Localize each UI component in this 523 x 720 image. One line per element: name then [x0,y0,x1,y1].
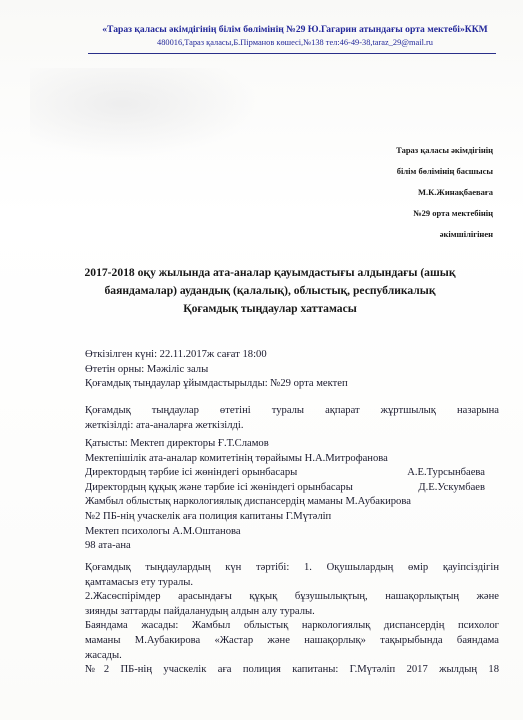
school-name: «Тараз қаласы әкімдігінің білім бөлімінің №29 Ю.Гагарин атындағы орта мектебі»ККМ [102,24,488,35]
participant-line [85,466,499,481]
title-line: 2017-2018 оқу жылында ата-аналар қауымдастығы алдындағы (ашық [84,266,456,279]
addressee-line: М.К.Жинақбаеваға [417,187,493,197]
agenda-block [85,561,499,678]
info-line: жеткізілді: ата-аналарға жеткізілді. [85,419,244,431]
participant-role: Директордың құқық және тәрбие ісі жөніндегі орынбасары [85,481,353,493]
agenda-line: қамтамасыз ету туралы. [85,576,194,588]
scan-smudge [30,68,260,158]
participant-line: Қатысты: Мектеп директоры Ғ.Т.Сламов [85,438,269,449]
addressee-line: білім бөлімінің басшысы [396,166,493,176]
participant-line [85,481,499,496]
agenda-line: 2.Жасөспірімдер арасындағы құқық бұзушылықтың, нашақорлықтың және [85,591,499,603]
info-block [85,404,499,433]
participant-name: А.Е.Турсынбаева [407,467,485,479]
meta-block [85,348,499,392]
agenda-line: №2 ПБ-нің учаскелік аға полиция капитаны: Г.Мүтәліп 2017 жылдың 18 [85,664,499,676]
meta-organizer: Қоғамдық тыңдаулар ұйымдастырылды: №29 орта мектеп [85,378,348,390]
agenda-line: жасады. [85,649,122,661]
meta-venue: Өтетін орны: Мәжіліс залы [85,363,209,375]
participant-name: Д.Е.Ускумбаев [418,481,485,493]
addressee-line: Тараз қаласы әкімдігінің [396,145,493,155]
participant-line: Жамбыл облыстық наркологиялық диспансердің маманы М.Аубакирова [85,496,411,508]
addressee-line: әкімшілігінен [439,229,493,239]
meta-date: Өткізілген күні: 22.11.2017ж сағат 18:00 [85,349,267,360]
school-address: 480016,Тараз қаласы,Б.Пірманов көшесі,№138 тел:46-49-38,taraz_29@mail.ru [157,38,433,47]
participant-line: 98 ата-ана [85,540,131,552]
agenda-line: Баяндама жасады: Жамбыл облыстық наркологиялық диспансердің психолог [85,620,499,632]
title-line: Қоғамдық тыңдаулар хаттамасы [183,302,357,315]
participant-role: Директордың тәрбие ісі жөніндегі орынбасары [85,467,298,479]
participant-line: Мектепішілік ата-аналар комитетінің төрайымы Н.А.Митрофанова [85,452,388,464]
addressee-block [273,144,493,249]
info-line: Қоғамдық тыңдаулар өтетіні туралы ақпарат жұртшылық назарына [85,405,499,416]
addressee-line: №29 орта мектебінің [413,208,493,218]
agenda-line: зиянды заттарды пайдаланудың алдын алу туралы. [85,605,315,617]
participant-line: №2 ПБ-нің учаскелік аға полиция капитаны Г.Мүтәліп [85,510,332,522]
agenda-line: маманы М.Аубакирова «Жастар және нашақорлық» тақырыбында баяндама [85,634,499,646]
agenda-line: Қоғамдық тыңдаулардың күн тәртібі: 1. Оқушылардың өмір қауіпсіздігін [85,562,499,573]
document-title [60,264,480,318]
title-line: баяндамалар) аудандық (қалалық), облыстық, республикалық [104,284,436,297]
participants-block [85,437,499,554]
header-divider [88,53,496,54]
participant-line: Мектеп психологы А.М.Оштанова [85,525,241,537]
